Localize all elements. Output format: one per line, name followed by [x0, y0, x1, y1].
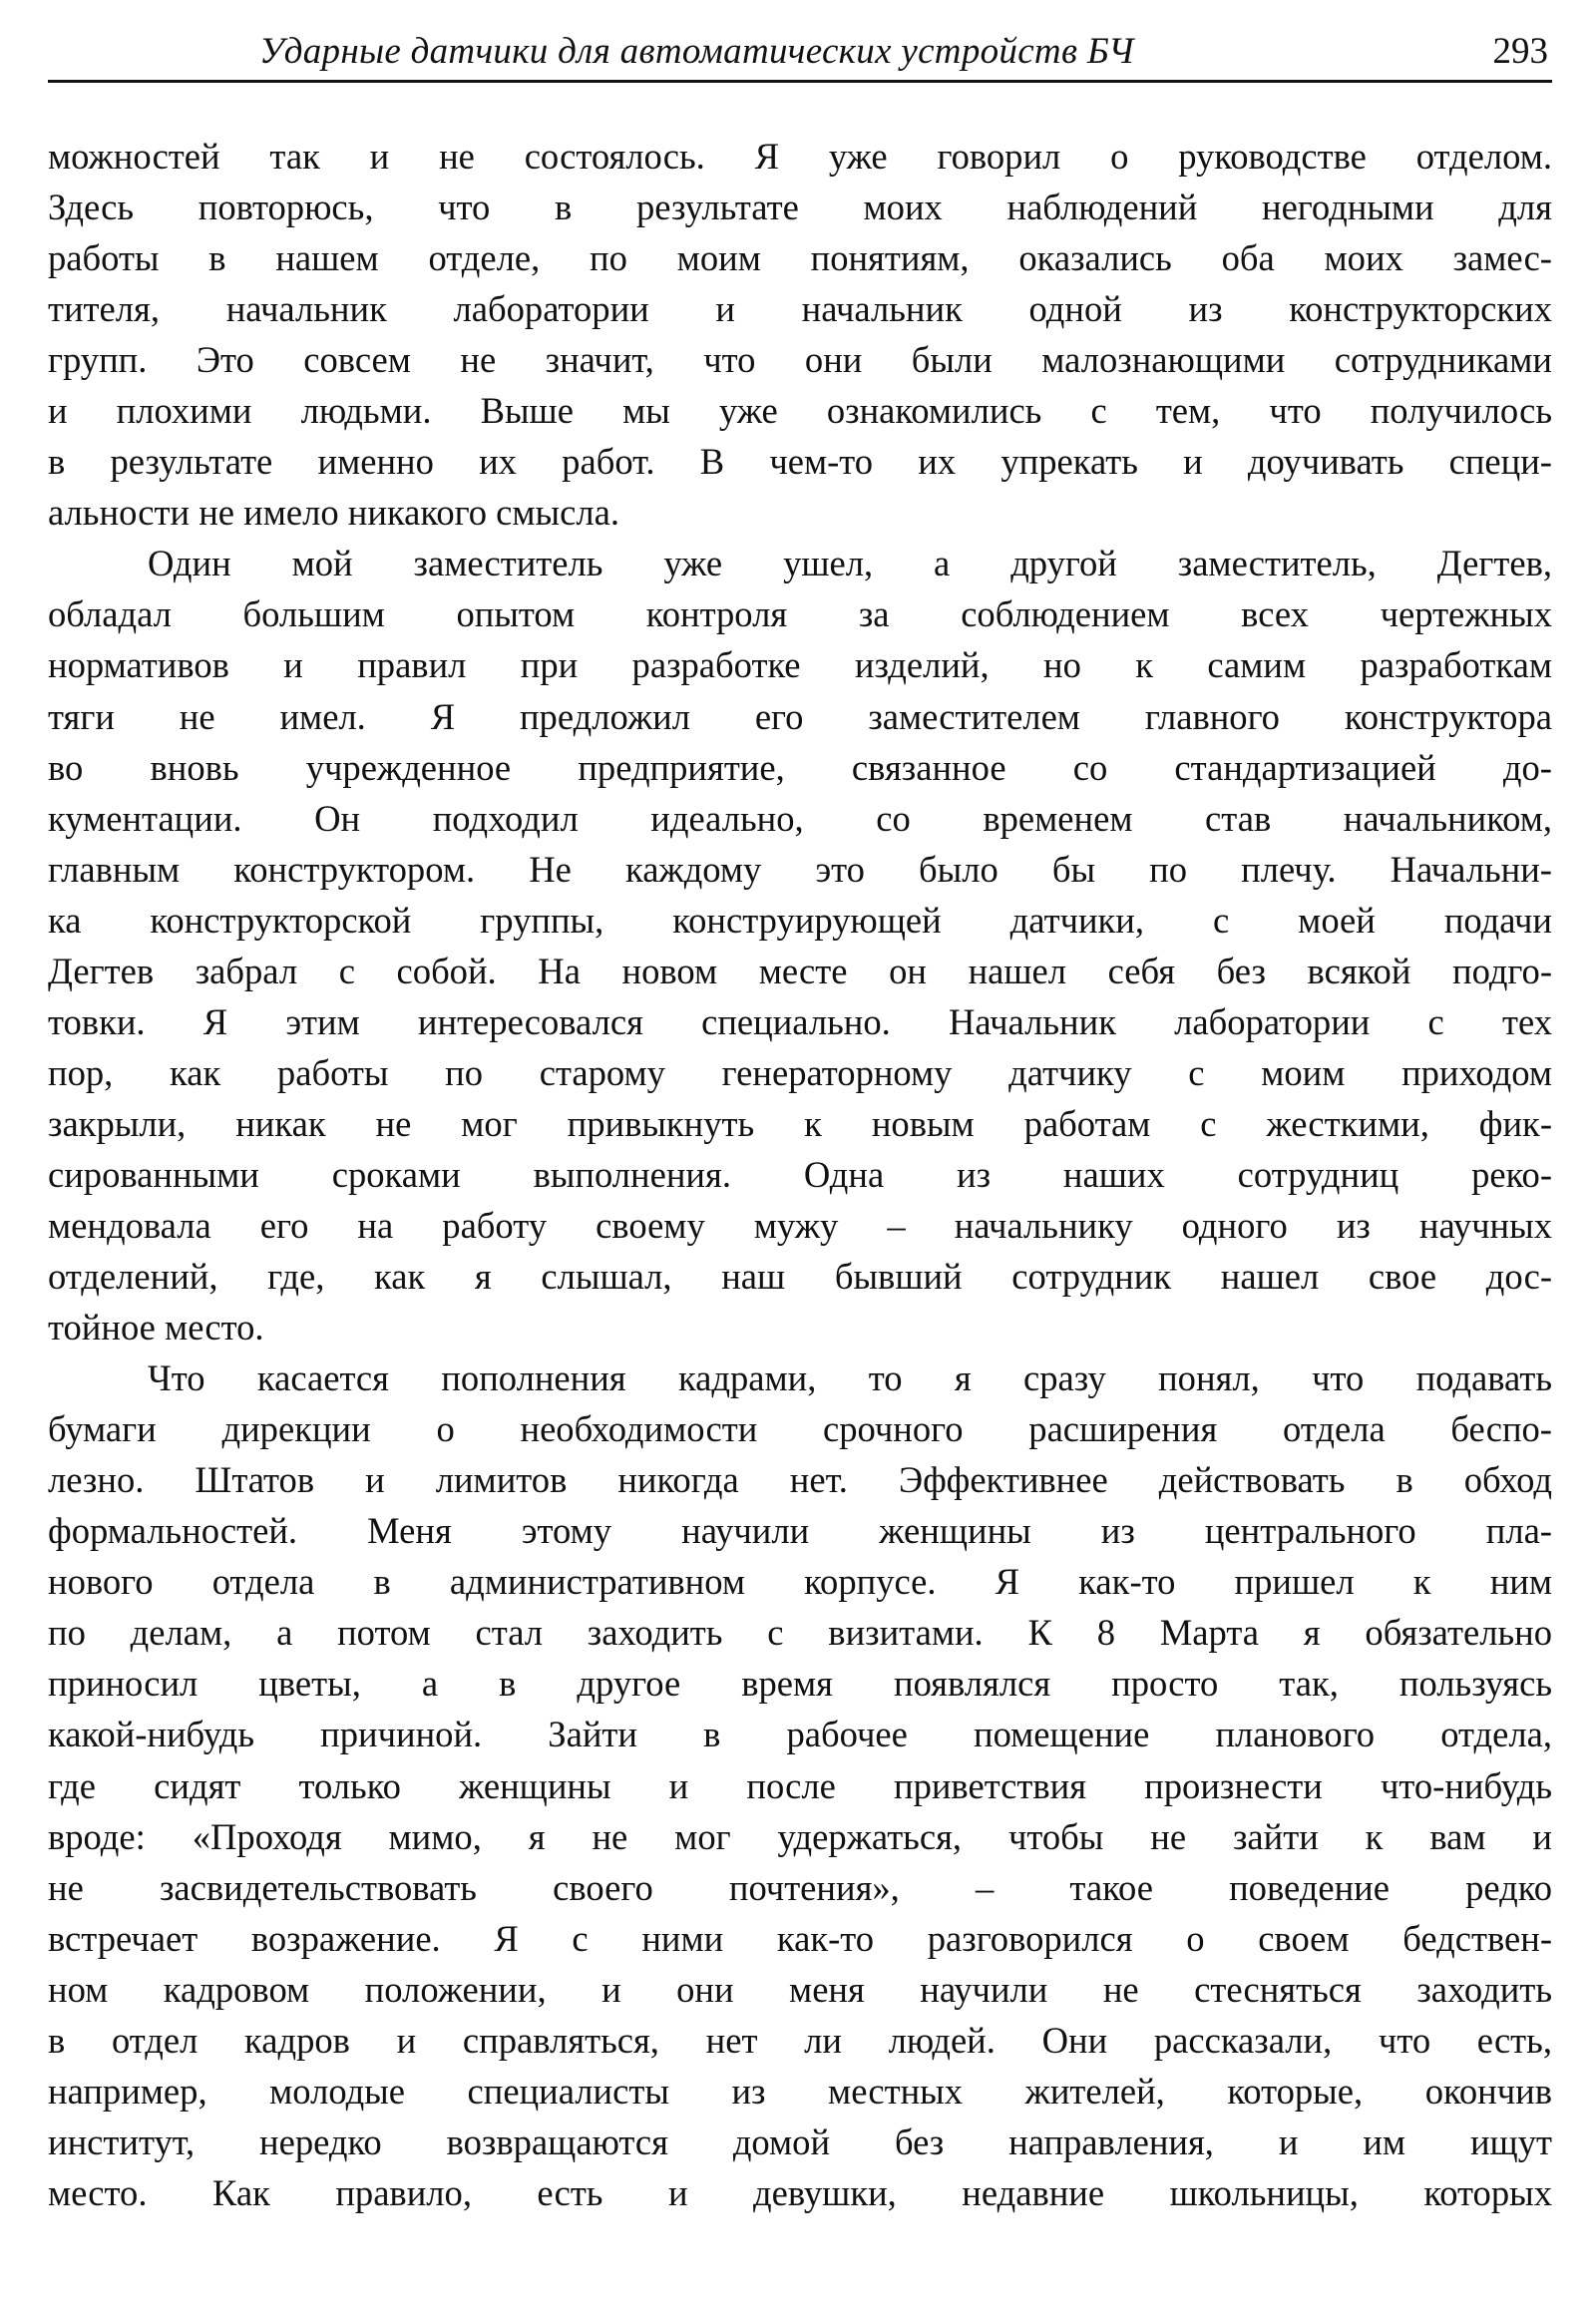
- text-line: встречает возражение. Я с ними как-то разговорился о своем бедствен-: [48, 1917, 1552, 1959]
- text-line: нового отдела в административном корпусе. Я как-то пришел к ним: [48, 1561, 1552, 1603]
- paragraph-first-line: Один мой заместитель уже ушел, а другой заместитель, Дегтев,: [148, 543, 1552, 584]
- page-number: 293: [1492, 31, 1548, 72]
- text-line: во вновь учрежденное предприятие, связанное со стандартизацией до-: [48, 746, 1552, 788]
- text-line: главным конструктором. Не каждому это было бы по плечу. Начальни-: [48, 848, 1552, 890]
- text-line: где сидят только женщины и после приветствия произнести что-нибудь: [48, 1764, 1552, 1806]
- text-line: приносил цветы, а в другое время появлялся просто так, пользуясь: [48, 1663, 1552, 1705]
- text-line: отделений, где, как я слышал, наш бывший сотрудник нашел свое дос-: [48, 1256, 1552, 1298]
- text-line: место. Как правило, есть и девушки, недавние школьницы, которых: [48, 2171, 1552, 2213]
- text-line: ном кадровом положении, и они меня научили не стесняться заходить: [48, 1968, 1552, 2010]
- text-line: Дегтев забрал с собой. На новом месте он нашел себя без всякой подго-: [48, 950, 1552, 991]
- text-line: товки. Я этим интересовался специально. Начальник лаборатории с тех: [48, 1000, 1552, 1042]
- text-line: можностей так и не состоялось. Я уже говорил о руководстве отделом.: [48, 136, 1552, 177]
- text-line: Здесь повторюсь, что в результате моих наблюдений негодными для: [48, 187, 1552, 228]
- body-text: [48, 131, 1552, 2218]
- text-line: работы в нашем отделе, по моим понятиям, оказались оба моих замес-: [48, 237, 1552, 279]
- text-line: и плохими людьми. Выше мы уже ознакомились с тем, что получилось: [48, 390, 1552, 432]
- text-line: в результате именно их работ. В чем-то их упрекать и доучивать специ-: [48, 441, 1552, 483]
- paragraph-end-line: тойное место.: [48, 1307, 264, 1348]
- text-line: вроде: «Проходя мимо, я не мог удержаться, чтобы не зайти к вам и: [48, 1815, 1552, 1857]
- running-title: Ударные датчики для автоматических устройств БЧ: [259, 31, 1134, 72]
- text-line: институт, нередко возвращаются домой без направления, и им ищут: [48, 2120, 1552, 2162]
- text-line: тяги не имел. Я предложил его заместителем главного конструктора: [48, 695, 1552, 737]
- text-line: формальностей. Меня этому научили женщины из центрального пла-: [48, 1510, 1552, 1552]
- text-line: ка конструкторской группы, конструирующей датчики, с моей подачи: [48, 899, 1552, 941]
- text-line: обладал большим опытом контроля за соблюдением всех чертежных: [48, 593, 1552, 635]
- text-line: бумаги дирекции о необходимости срочного расширения отдела беспо-: [48, 1408, 1552, 1450]
- text-line: кументации. Он подходил идеально, со временем став начальником,: [48, 797, 1552, 839]
- text-line: нормативов и правил при разработке изделий, но к самим разработкам: [48, 644, 1552, 686]
- text-line: тителя, начальник лаборатории и начальник одной из конструкторских: [48, 288, 1552, 330]
- text-line: пор, как работы по старому генераторному датчику с моим приходом: [48, 1051, 1552, 1093]
- text-line: в отдел кадров и справляться, нет ли людей. Они рассказали, что есть,: [48, 2019, 1552, 2061]
- text-line: сированными сроками выполнения. Одна из наших сотрудниц реко-: [48, 1153, 1552, 1195]
- text-line: групп. Это совсем не значит, что они были малознающими сотрудниками: [48, 339, 1552, 381]
- running-header: [48, 22, 1552, 83]
- text-line: какой-нибудь причиной. Зайти в рабочее помещение планового отдела,: [48, 1714, 1552, 1755]
- text-line: по делам, а потом стал заходить с визитами. К 8 Марта я обязательно: [48, 1612, 1552, 1654]
- paragraph-first-line: Что касается пополнения кадрами, то я сразу понял, что подавать: [148, 1357, 1552, 1399]
- text-line: закрыли, никак не мог привыкнуть к новым работам с жесткими, фик-: [48, 1102, 1552, 1144]
- text-line: например, молодые специалисты из местных жителей, которые, окончив: [48, 2070, 1552, 2112]
- text-line: не засвидетельствовать своего почтения», – такое поведение редко: [48, 1866, 1552, 1908]
- text-line: мендовала его на работу своему мужу – начальнику одного из научных: [48, 1204, 1552, 1246]
- paragraph-end-line: альности не имело никакого смысла.: [48, 492, 619, 534]
- text-line: лезно. Штатов и лимитов никогда нет. Эффективнее действовать в обход: [48, 1459, 1552, 1501]
